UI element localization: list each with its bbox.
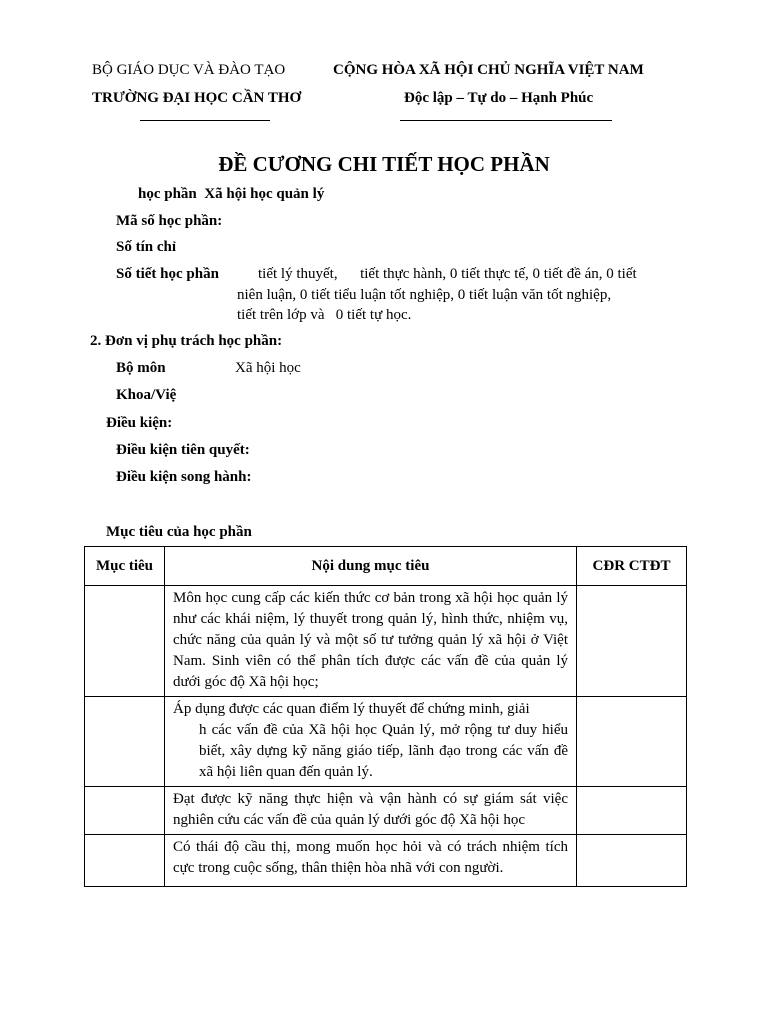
column-header-content: Nội dung mục tiêu — [165, 547, 577, 586]
objective-content-cell: Có thái độ cầu thị, mong muốn học hỏi và có trách nhiệm tích cực trong cuộc sống, thân thiện hòa nhã với con người. — [165, 835, 577, 887]
objective-id-cell — [85, 586, 165, 697]
motto-underline — [400, 120, 612, 121]
objectives-header-row — [85, 547, 687, 586]
objective-outcome-cell — [577, 697, 687, 787]
objective-outcome-cell — [577, 787, 687, 835]
table-row — [85, 586, 687, 697]
objective-content-rest: h các vấn đề của Xã hội học Quản lý, mở rộng tư duy hiểu biết, xây dựng kỹ năng giáo tiếp, lãnh đạo trong các vấn đề xã hội liên quan đến quản lý. — [199, 722, 568, 780]
periods-line-2: niên luận, 0 tiết tiểu luận tốt nghiệp, 0 tiết luận văn tốt nghiệp, — [237, 287, 612, 303]
objectives-heading: Mục tiêu của học phần — [106, 524, 252, 540]
column-header-objective: Mục tiêu — [85, 547, 165, 586]
objective-id-cell — [85, 835, 165, 887]
objective-content-cell: Môn học cung cấp các kiến thức cơ bản trong xã hội học quản lý như các khái niệm, lý thuyết trong quản lý, hình thức, nhiệm vụ, chức năng của quản lý và một số tư tưởng quản lý xã hội ở Việt Nam. Sinh viên có thể phân tích được các vấn đề của quản lý dưới góc độ Xã hội học; — [165, 586, 577, 697]
department-label: Bộ môn — [116, 360, 166, 376]
corequisite-label: Điều kiện song hành: — [116, 469, 252, 485]
objective-content-line: Áp dụng được các quan điểm lý thuyết để chứng minh, giải — [173, 701, 530, 717]
department-value: Xã hội học — [235, 360, 301, 376]
ministry-name: BỘ GIÁO DỤC VÀ ĐÀO TẠO — [92, 62, 286, 78]
periods-label: Số tiết học phần — [116, 266, 219, 282]
objective-outcome-cell — [577, 586, 687, 697]
table-row — [85, 697, 687, 787]
course-code-label: Mã số học phần: — [116, 213, 223, 229]
republic-name: CỘNG HÒA XÃ HỘI CHỦ NGHĨA VIỆT NAM — [333, 62, 644, 78]
unit-heading: 2. Đơn vị phụ trách học phần: — [90, 333, 283, 349]
table-row — [85, 835, 687, 887]
objective-outcome-cell — [577, 835, 687, 887]
course-name-value: Xã hội học quản lý — [204, 186, 325, 202]
course-name-row — [138, 185, 324, 203]
national-motto: Độc lập – Tự do – Hạnh Phúc — [404, 90, 594, 106]
objective-id-cell — [85, 697, 165, 787]
objective-content-cell — [165, 697, 577, 787]
university-underline — [140, 120, 270, 121]
document-title: ĐỀ CƯƠNG CHI TIẾT HỌC PHẦN — [218, 152, 550, 176]
periods-line-1: tiết lý thuyết, tiết thực hành, 0 tiết thực tế, 0 tiết đề án, 0 tiết — [258, 266, 637, 282]
table-row — [85, 787, 687, 835]
conditions-heading: Điều kiện: — [106, 415, 173, 431]
faculty-label: Khoa/Việ — [116, 387, 177, 403]
objectives-table — [84, 546, 687, 887]
column-header-outcome: CĐR CTĐT — [577, 547, 687, 586]
course-name-label: học phần — [138, 186, 197, 202]
university-name: TRƯỜNG ĐẠI HỌC CẦN THƠ — [92, 90, 302, 106]
objective-content-cell: Đạt được kỹ năng thực hiện và vận hành có sự giám sát việc nghiên cứu các vấn đề của quản lý dưới góc độ Xã hội học — [165, 787, 577, 835]
periods-line-3: tiết trên lớp và 0 tiết tự học. — [237, 307, 412, 323]
objective-id-cell — [85, 787, 165, 835]
prerequisite-label: Điều kiện tiên quyết: — [116, 442, 250, 458]
credits-label: Số tín chỉ — [116, 239, 177, 255]
